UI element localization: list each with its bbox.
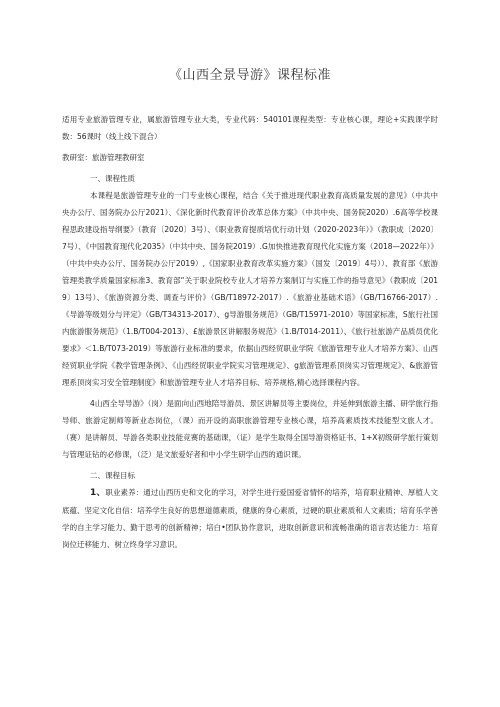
goal-number: 1、 <box>90 488 106 498</box>
document-title: 《山西全景导游》课程标准 <box>168 68 331 83</box>
paragraph-goal-1 <box>62 484 438 553</box>
department-line: 教研室：旅游管理教研室 <box>62 153 145 162</box>
paragraph-course-nature: 本课程是旅游管理专业的一门专业核心课程，结合《关于推进现代职业教育高质量发展的意见》（中共中央办公厅、国务院办公厅2021）、《深化新时代教育评价改革总体方案》（中共中央、国务院2020）.6高等学校课程思政建设指导纲要》（教育〔2020〕3号）、《职业教育提质培优行动计划（2020-2023年）》（教职成〔2020〕7号）、《中国教育现代化2035》（中共中央、国务院2019）.G加快推进教育现代化实施方案（2018—2022年）》（中共中央办公厅、国务院办公厅2019）,《国家职业教育改革实施方案》（国发〔2019〕4号））、教育部《旅游管理类教学质量国家标准3、教育部“关于职业院校专业人才培养方案制订与实施工作的指导意见》（教职成〔2019〕13号）、《旅游资源分类、调查与评价》（GB/T18972-2017）.《旅游业基础术语》（GB/T16766-2017）.《导游等级划分与评定》（GB/T34313-2017）、g导游服务规范》（GB/T15971-2010）等国家标准，S旅行社国内旅游服务规范》（1.B/T004-2013）、£旅游景区讲解服务规范》（1.B/T014-2011）、《旅行社旅游产品质员优化要求》＜1.B/T073-2019）等旅游行业标准的要求，依据山西经贸职业学院《旅游管理专业人才培养方案》、山西经贸职业学院《教学管理条例》、《山西经贸职业学院实习管理规定》、g旅游管理系顶岗实习管理规定》、&旅游管理系顶岗实习安全管理制度》和旅游管理专业人才培养目标、培养规格,精心选择课程内容。 <box>62 191 438 387</box>
section-heading-nature: 一、课程性质 <box>90 174 135 183</box>
section-heading-goals: 二、课程目标 <box>90 471 135 480</box>
paragraph-course-position: 4山西全导导游》（岗）是面向山西地陪导游员、景区讲解员等主要岗位，并延伸到旅游主播、研学旅行指导师、旅游定制师等新业态岗位，（课）而开设的高职旅游管理专业核心课，培养高素质技术技能型文旅人才。（赛）是讲解员、导游各类职业技能竞赛的基础课，（证）是学生取得全国导游资格证书、1+X初级研学旅行策划与管理证钻的必修课，（泛）是文旅爱好者和中小学生研学山西的通识课。 <box>62 399 438 459</box>
goal-text: 职业素养：通过山西历史和文化的学习，对学生进行爱国爱省情怀的培养，培育职业精神、厚植人文底蕴、坚定文化自信：培养学生良好的思想道德素质，健康的身心素质，过硬的职业素质和人文素质；培育乐学善学的自主学习能力、勤于思考的创新精神；培白•团队协作意识，进取创新意识和流畅准确的语言表达能力：培育岗位迁移能力、树立终身学习意识。 <box>62 488 439 549</box>
course-meta: 适用专业旅游管理专业，属旅游管理专业大类，专业代码：540101课程类型：专业核心课，理论+实践课学时数：56课时（线上线下混合） <box>62 115 438 141</box>
